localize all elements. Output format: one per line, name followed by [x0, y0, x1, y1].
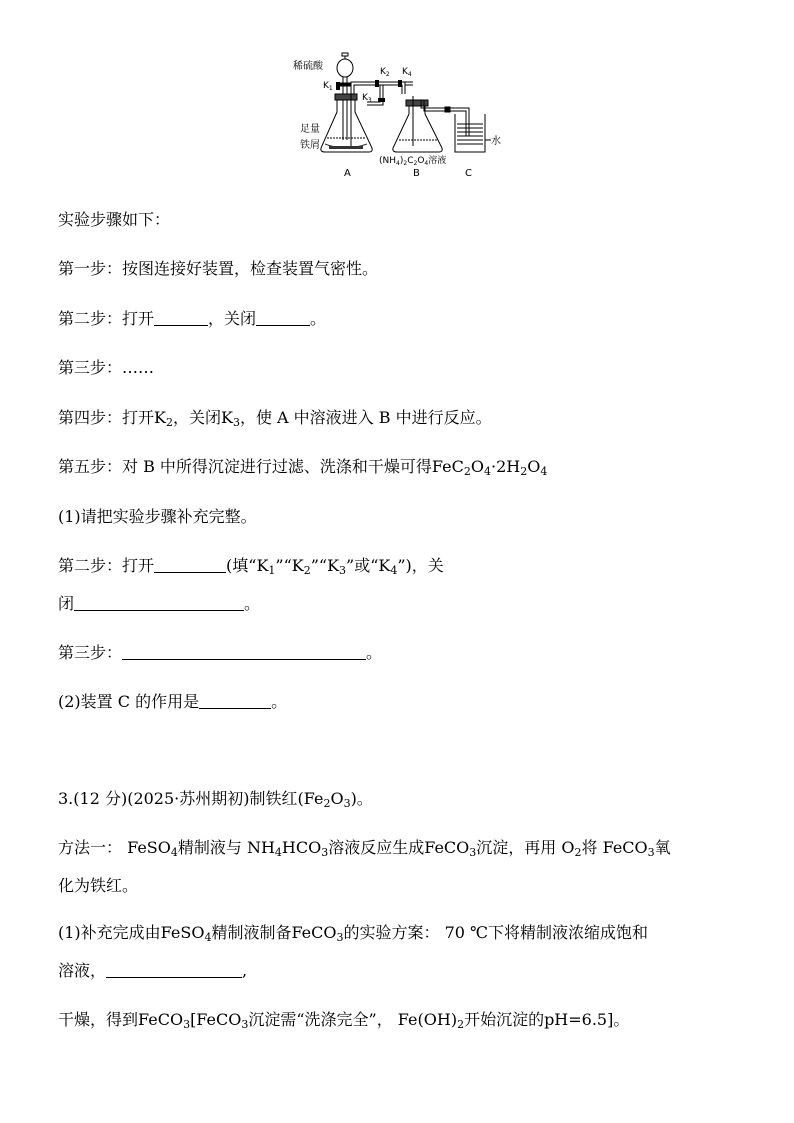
m1-a: 方法一： FeSO	[58, 838, 171, 857]
s1-sub-4: 3	[241, 1018, 249, 1031]
answer-step-3	[58, 643, 382, 663]
answer-blank-close	[74, 594, 244, 611]
s1-d: 溶液，	[58, 961, 107, 980]
solution-label: $(NH_4)_2C_2O_4$溶液	[379, 156, 447, 167]
step-2-blank-open	[154, 309, 208, 326]
step-4	[58, 408, 492, 428]
answer-step-2-sub-2: 2	[303, 564, 311, 577]
k3-label: $K_3$	[362, 93, 372, 104]
answer-blank-open	[154, 556, 226, 573]
q3-head-sub-2: 3	[343, 797, 351, 810]
answer-step-2-sub-1: 1	[268, 564, 276, 577]
s1-g: [FeCO	[190, 1010, 242, 1029]
part-2-text-a: (2)装置 C 的作用是	[58, 692, 200, 711]
answer-step-2-text-c: ”“K	[275, 556, 304, 575]
step-2	[58, 309, 326, 329]
step-4-text-b: ，关闭K	[172, 408, 233, 427]
q3-head-c: )。	[350, 789, 373, 808]
answer-step-2-text-h: 。	[244, 594, 261, 613]
answer-step-3-text-b: 。	[366, 643, 383, 662]
step-5	[58, 457, 547, 477]
s1-sub-2: 3	[336, 931, 344, 944]
m1-sub-5: 2	[574, 846, 582, 859]
answer-blank-part-2	[199, 692, 271, 709]
answer-step-2-text-g: 闭	[58, 594, 75, 613]
answer-blank-q3-part-1	[106, 961, 242, 978]
answer-step-2-text-b: (填“K	[226, 556, 269, 575]
answer-step-2	[58, 556, 444, 576]
label-a: A	[344, 168, 351, 179]
s1-sub-5: 2	[457, 1018, 465, 1031]
k1-label: $K_1$	[323, 81, 333, 92]
step-1: 第一步：按图连接好装置，检查装置气密性。	[58, 259, 379, 278]
m1-sub-4: 3	[469, 846, 477, 859]
water-label: 水	[491, 136, 501, 147]
step-5-text-b: O	[470, 457, 484, 476]
steps-intro: 实验步骤如下：	[58, 210, 171, 229]
answer-step-3-text-a: 第三步：	[58, 643, 123, 662]
s1-sub-1: 4	[204, 931, 212, 944]
iron-filings	[329, 146, 363, 149]
step-4-text-a: 第四步：打开K	[58, 408, 166, 427]
q3-head-sub-1: 2	[323, 797, 331, 810]
step-2-text-b: ，关闭	[208, 309, 257, 328]
answer-step-2-text-f: ”)，关	[397, 556, 444, 575]
part-2-text-b: 。	[271, 692, 288, 711]
m1-d: 溶液反应生成FeCO	[328, 838, 470, 857]
s1-i: 开始沉淀的pH=6.5]。	[464, 1010, 630, 1029]
step-5-text-d: O	[527, 457, 541, 476]
part-1-prompt: (1)请把实验步骤补充完整。	[58, 507, 257, 526]
step-5-sub-1: 2	[463, 465, 471, 478]
m1-sub-3: 3	[321, 846, 329, 859]
answer-blank-step-3	[122, 643, 366, 660]
m1-sub-1: 4	[170, 846, 178, 859]
method-1-line-2: 化为铁红。	[58, 876, 139, 895]
s1-b: 精制液制备FeCO	[211, 923, 337, 942]
q3-head-b: O	[330, 789, 344, 808]
s1-f: 干燥，得到FeCO	[58, 1010, 184, 1029]
step-5-sub-3: 2	[520, 465, 528, 478]
iron-label-1: 足量	[300, 124, 320, 135]
step-2-blank-close	[256, 309, 310, 326]
q3-part-1-line-2	[58, 961, 247, 981]
s1-c: 的实验方案： 70 ℃下将精制液浓缩成饱和	[343, 923, 648, 942]
s1-e: ,	[242, 961, 248, 980]
step-4-sub-1: 2	[165, 416, 173, 429]
valve-k3	[378, 98, 385, 102]
valve-k2	[375, 80, 379, 87]
answer-step-2-close	[58, 594, 260, 614]
answer-step-2-text-a: 第二步：打开	[58, 556, 155, 575]
m1-f: 将 FeCO	[581, 838, 648, 857]
answer-step-2-sub-4: 4	[390, 564, 398, 577]
s1-a: (1)补充完成由FeSO	[58, 923, 205, 942]
m1-sub-2: 4	[274, 846, 282, 859]
apparatus-diagram	[285, 52, 515, 182]
m1-b: 精制液与 NH	[177, 838, 275, 857]
k4-label: $K_4$	[402, 67, 412, 78]
q3-part-1-line-3	[58, 1010, 629, 1030]
answer-step-2-text-d: ”“K	[310, 556, 340, 575]
flask-b	[393, 96, 442, 152]
acid-label: 稀硫酸	[293, 61, 323, 72]
q3-head-a: 3.(12 分)(2025·苏州期初)制铁红(Fe	[58, 789, 324, 808]
m1-c: HCO	[281, 838, 322, 857]
step-3: 第三步：……	[58, 358, 155, 377]
q3-part-1-line-1	[58, 923, 648, 943]
m1-sub-6: 3	[647, 846, 655, 859]
step-5-text-c: ·2H	[491, 457, 521, 476]
s1-h: 沉淀需“洗涤完全”， Fe(OH)	[248, 1010, 458, 1029]
m1-e: 沉淀，再用 O	[476, 838, 575, 857]
valve-k1	[336, 82, 340, 90]
step-4-text-c: ，使 A 中溶液进入 B 中进行反应。	[239, 408, 492, 427]
m1-g: 氧	[654, 838, 671, 857]
step-2-text-c: 。	[310, 309, 327, 328]
k2-label: $K_2$	[380, 67, 390, 78]
question-3-header	[58, 789, 373, 809]
s1-sub-3: 3	[183, 1018, 191, 1031]
answer-step-2-text-e: ”或“K	[346, 556, 391, 575]
step-5-sub-2: 4	[484, 465, 491, 478]
step-2-text-a: 第二步：打开	[58, 309, 155, 328]
step-5-text-a: 第五步：对 B 中所得沉淀进行过滤、洗涤和干燥可得FeC	[58, 457, 464, 476]
step-4-sub-2: 3	[232, 416, 240, 429]
label-c: C	[465, 168, 472, 179]
part-2-prompt	[58, 692, 287, 712]
valve-k4	[398, 80, 402, 87]
beaker-c	[455, 114, 491, 152]
answer-step-2-sub-3: 3	[339, 564, 347, 577]
iron-label-2: 铁屑	[300, 140, 320, 151]
method-1-line-1	[58, 838, 671, 858]
label-b: B	[413, 168, 420, 179]
step-5-sub-4: 4	[540, 465, 548, 478]
